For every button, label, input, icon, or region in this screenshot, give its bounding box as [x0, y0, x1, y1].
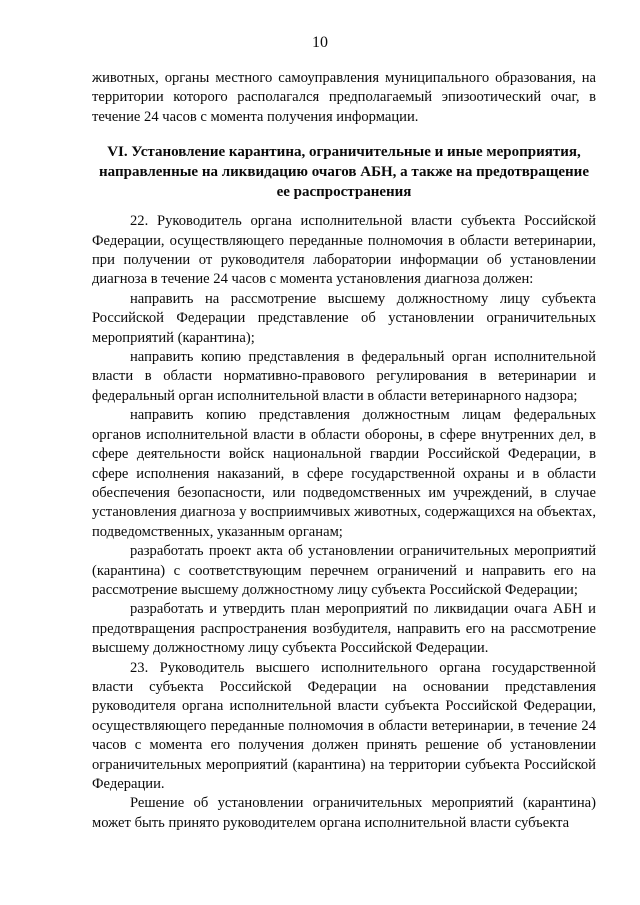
list-item-copy-federal: направить копию представления в федеральный орган исполнительной власти в области нормативно-правового регулирования в ветеринарии и федеральный орган исполнительной власти в области ветеринарного надзора;: [92, 349, 596, 404]
intro-paragraph: животных, органы местного самоуправления муниципального образования, на территории которого располагался предполагаемый эпизоотический очаг, в течение 24 часов с момента получения информации.: [92, 70, 596, 125]
list-item-plan: разработать и утвердить план мероприятий по ликвидации очага АБН и предотвращения распространения возбудителя, направить его на рассмотрение высшему должностному лицу субъекта Российской Федерации.: [92, 601, 596, 657]
list-item-representation: направить на рассмотрение высшему должностному лицу субъекта Российской Федерации представление об установлении ограничительных мероприятий (карантина);: [92, 290, 596, 346]
document-body: [92, 69, 596, 833]
list-item-draft-act: разработать проект акта об установлении ограничительных мероприятий (карантина) с соответствующим перечнем ограничений и направить его на рассмотрение высшему должностному лицу субъекта Российской Федерации;: [92, 543, 596, 598]
page-number: 10: [312, 34, 328, 51]
paragraph-decision: Решение об установлении ограничительных мероприятий (карантина) может быть принято руководителем органа исполнительной власти субъекта: [92, 795, 596, 831]
section-heading: VI. Установление карантина, ограничительные и иные мероприятия, направленные на ликвидацию очагов АБН, а также на предотвращение ее распространения: [99, 144, 589, 201]
paragraph-23: 23. Руководитель высшего исполнительного органа государственной власти субъекта Российской Федерации на основании представления руководителя органа исполнительной власти субъекта Российской Федерации, осуществляющего переданные полномочия в области ветеринарии, в течение 24 часов с момента его получения должен принять решение об установлении ограничительных мероприятий (карантина) на территории субъекта Российской Федерации.: [92, 659, 596, 792]
list-item-copy-officials: направить копию представления должностным лицам федеральных органов исполнительной власти в области обороны, в сфере внутренних дел, в сфере деятельности войск национальной гвардии Российской Федерации, в сфере исполнения наказаний, в сфере государственной охраны и в области обеспечения безопасности, или подведомственных им учреждений, в случае установления диагноза у восприимчивых животных, содержащихся на объектах, подведомственных, указанным органам;: [92, 407, 596, 540]
paragraph-22: 22. Руководитель органа исполнительной власти субъекта Российской Федерации, осуществляющего переданные полномочия в области ветеринарии, при получении от руководителя лаборатории информации об установлении диагноза в течение 24 часов с момента установления диагноза должен:: [92, 213, 596, 288]
